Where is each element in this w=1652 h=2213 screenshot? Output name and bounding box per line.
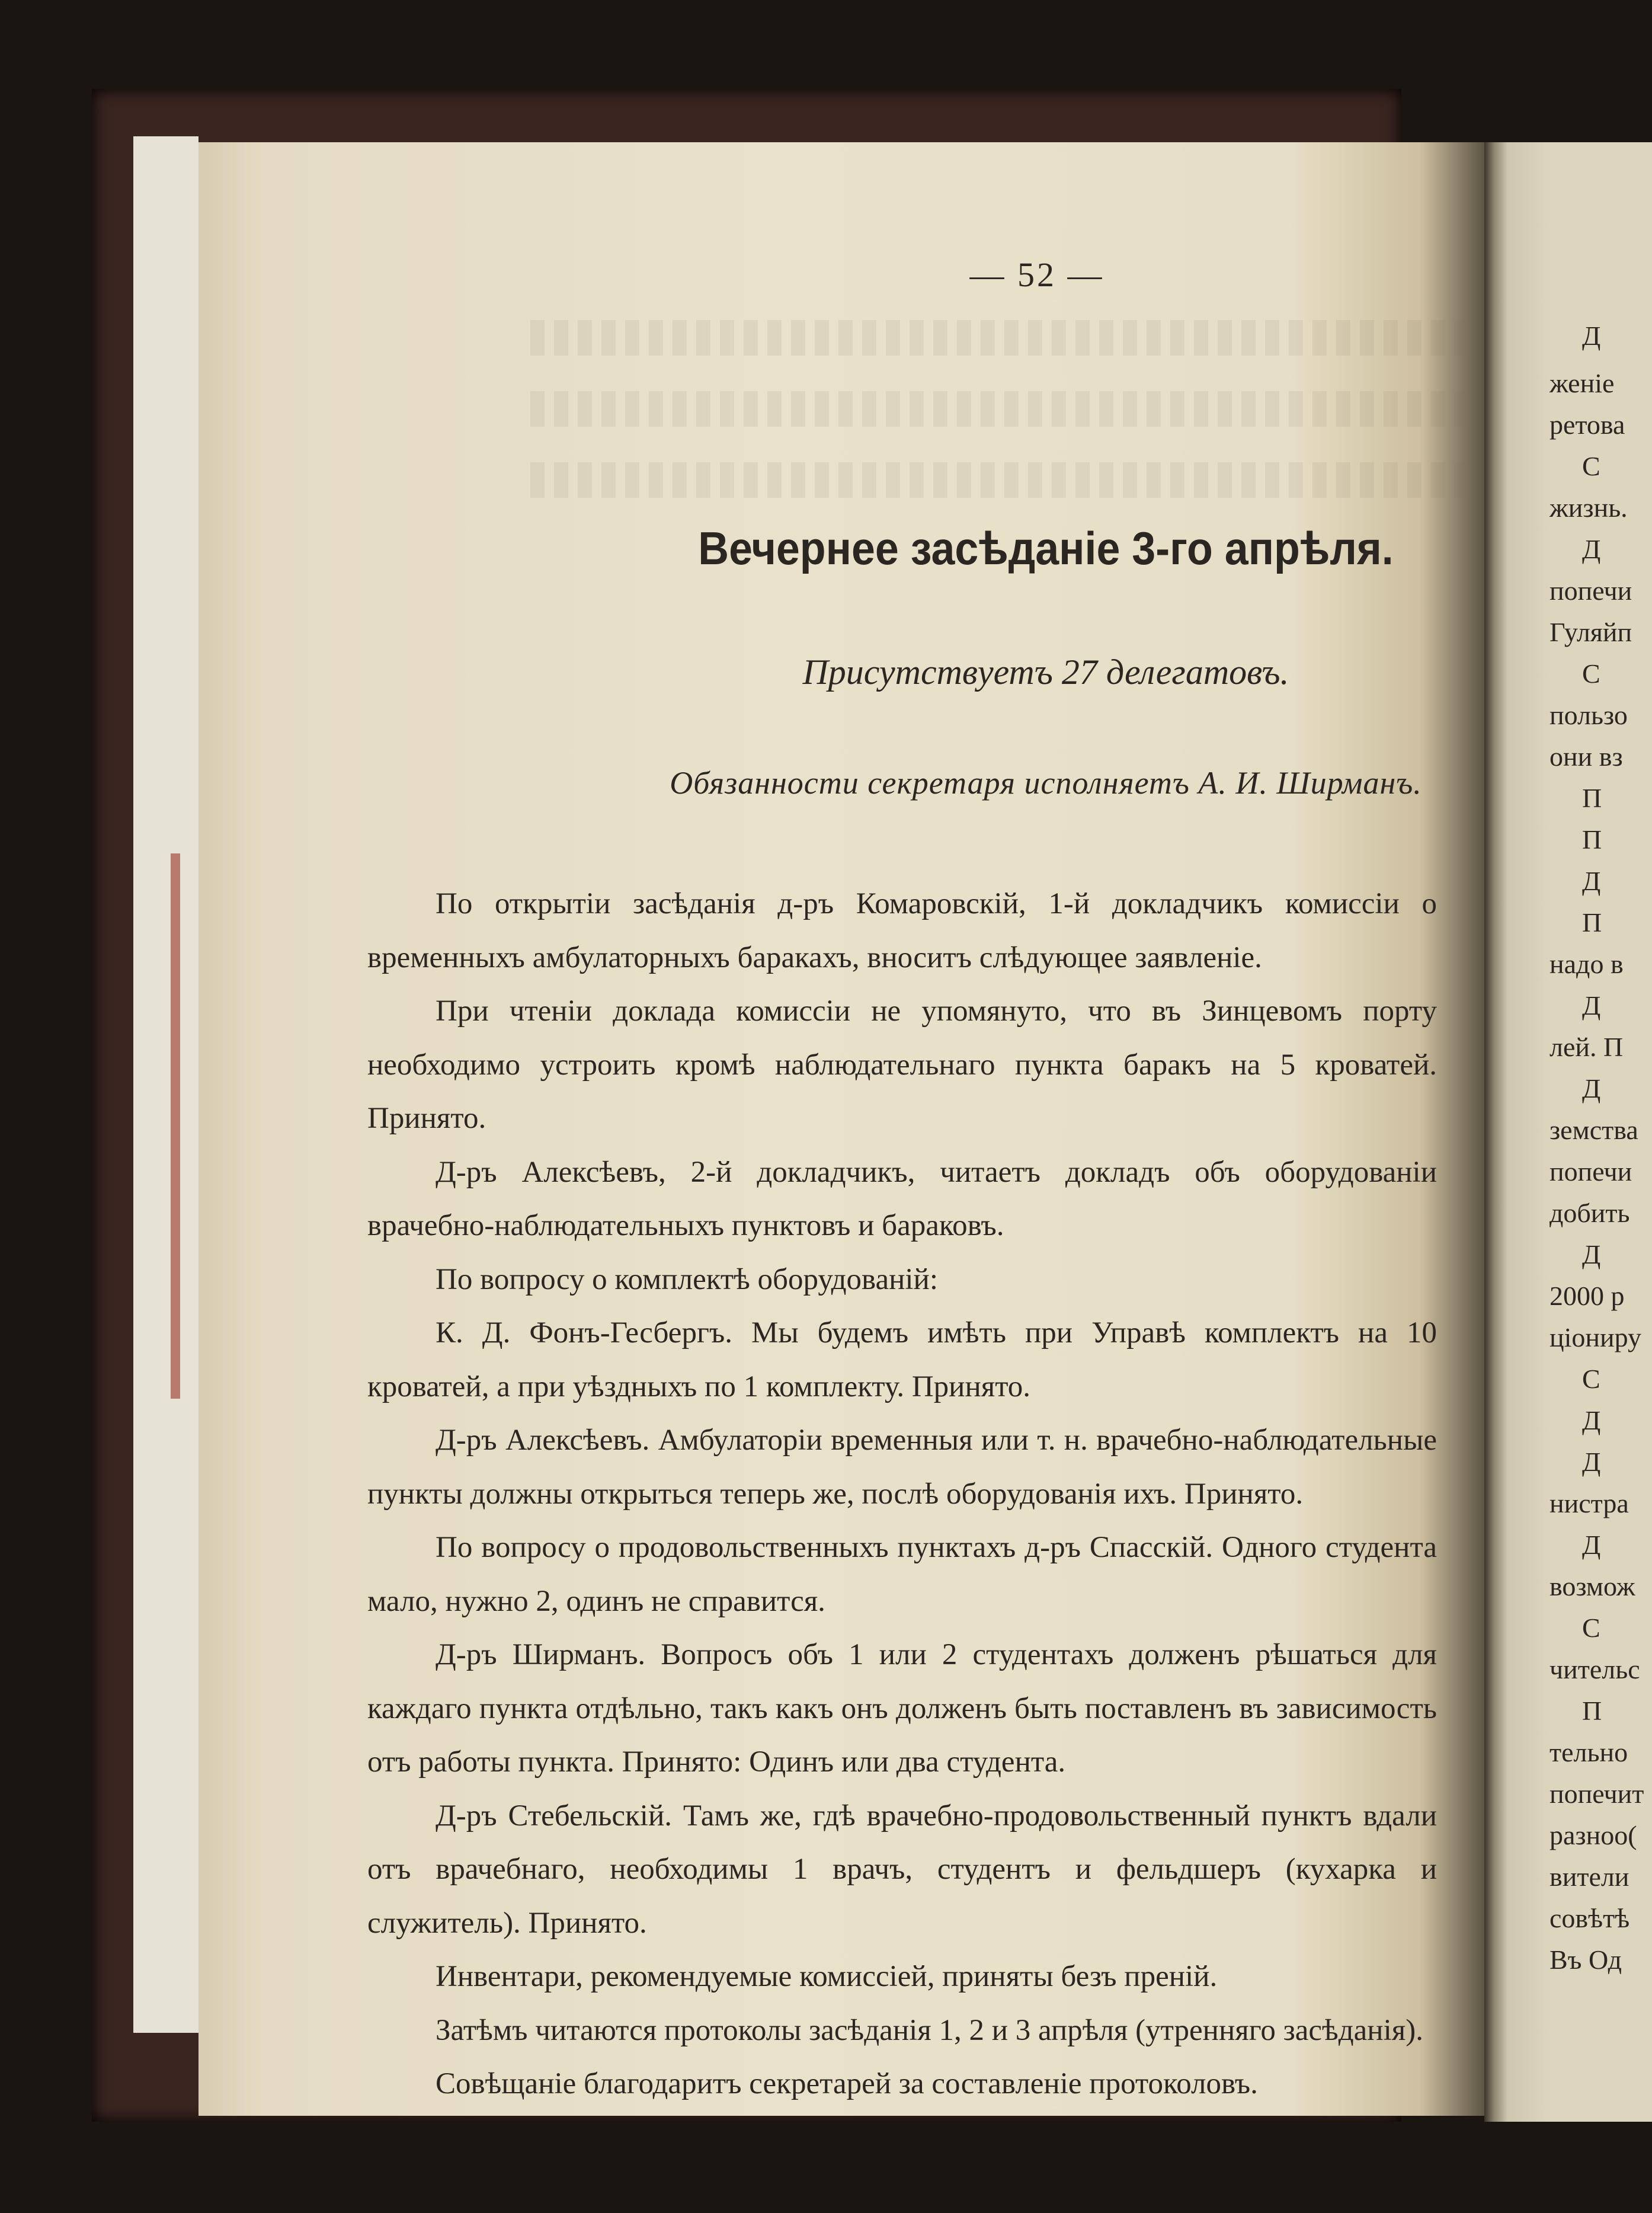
right-page: [1484, 142, 1652, 2122]
paragraph: Д-ръ Ширманъ. Вопросъ объ 1 или 2 студентахъ долженъ рѣшаться для каждаго пункта отдѣльно, такъ какъ онъ долженъ быть поставленъ въ зависимость отъ работы пункта. Принято: Одинъ или два студента.: [367, 1638, 1437, 1779]
facing-line: совѣтѣ: [1549, 1903, 1630, 1933]
facing-line: 2000 р: [1549, 1281, 1625, 1311]
bleed-through: [530, 462, 1478, 498]
paragraph: Совѣщаніе благодаритъ секретарей за составленіе протоколовъ.: [436, 2067, 1258, 2100]
paragraph: Д-ръ Стебельскій. Тамъ же, гдѣ врачебно-продовольственный пунктъ вдали отъ врачебнаго, необходимы 1 врачъ, студентъ и фельдшеръ (кухарка и служитель). Принято.: [367, 1799, 1437, 1940]
facing-line: жизнь.: [1549, 493, 1628, 523]
facing-line: П: [1582, 824, 1602, 855]
facing-line: возмож: [1549, 1571, 1635, 1601]
facing-line: попечит: [1549, 1779, 1644, 1809]
facing-line: попечи: [1549, 1156, 1632, 1187]
facing-line: они вз: [1549, 741, 1623, 772]
facing-line: добить: [1549, 1198, 1630, 1228]
facing-line: разноо(: [1549, 1820, 1637, 1850]
page-edge: [133, 136, 199, 2033]
facing-line: Д: [1582, 990, 1601, 1021]
page-number: — 52 —: [969, 255, 1104, 294]
facing-line: земства: [1549, 1115, 1638, 1145]
facing-line: Гуляйп: [1549, 617, 1632, 647]
facing-line: С: [1582, 1613, 1600, 1643]
facing-line: тельно: [1549, 1737, 1628, 1767]
paragraph: Д-ръ Алексѣевъ. Амбулаторіи временныя или т. н. врачебно-наблюдательные пункты должны открыться теперь же, послѣ оборудованія ихъ. Принято.: [367, 1424, 1437, 1511]
secretary-line: Обязанности секретаря исполняетъ А. И. Ширманъ.: [670, 765, 1422, 801]
facing-line: С: [1582, 658, 1600, 689]
facing-line: П: [1582, 783, 1602, 813]
facing-line: С: [1582, 1364, 1600, 1394]
facing-line: Д: [1582, 866, 1601, 896]
paragraph: К. Д. Фонъ-Гесбергъ. Мы будемъ имѣть при Управѣ комплектъ на 10 кроватей, а при уѣздныхъ по 1 комплекту. Принято.: [367, 1316, 1437, 1403]
section-heading: Вечернее засѣданіе 3-го апрѣля.: [698, 522, 1394, 574]
facing-line: Д: [1582, 1405, 1601, 1435]
paragraph: При чтеніи доклада комиссіи не упомянуто, что въ Зинцевомъ порту необходимо устроить кромѣ наблюдательнаго пункта баракъ на 5 кроватей. Принято.: [367, 994, 1437, 1135]
facing-line: П: [1582, 1696, 1602, 1726]
facing-line: Д: [1582, 1073, 1601, 1104]
paragraph: По открытіи засѣданія д-ръ Комаровскій, 1-й докладчикъ комиссіи о временныхъ амбулаторныхъ баракахъ, вноситъ слѣдующее заявленіе.: [367, 887, 1437, 974]
left-page: [199, 142, 1484, 2116]
facing-line: Д: [1582, 321, 1601, 351]
facing-line: надо в: [1549, 949, 1624, 979]
facing-line: попечи: [1549, 575, 1632, 606]
paragraph: Инвентари, рекомендуемые комиссіей, приняты безъ преній.: [436, 1960, 1218, 1993]
bleed-through: [530, 320, 1478, 356]
facing-line: С: [1582, 451, 1600, 481]
facing-line: вители: [1549, 1862, 1629, 1892]
paragraph: Затѣмъ читаются протоколы засѣданія 1, 2 и 3 апрѣля (утренняго засѣданія).: [436, 2013, 1423, 2047]
facing-line: П: [1582, 907, 1602, 938]
facing-line: Въ Од: [1549, 1945, 1622, 1975]
paragraph: По вопросу о комплектѣ оборудованій:: [436, 1262, 939, 1296]
facing-line: чительс: [1549, 1654, 1640, 1684]
paragraph: Д-ръ Алексѣевъ, 2-й докладчикъ, читаетъ докладъ объ оборудованіи врачебно-наблюдательныхъ пунктовъ и бараковъ.: [367, 1155, 1437, 1242]
attendance-line: Присутствуетъ 27 делегатовъ.: [802, 653, 1289, 692]
paragraph: По вопросу о продовольственныхъ пунктахъ д-ръ Спасскій. Одного студента мало, нужно 2, одинъ не справится.: [367, 1531, 1437, 1618]
facing-line: нистра: [1549, 1488, 1629, 1518]
bookmark-strip: [171, 853, 180, 1399]
facing-line: лей. П: [1549, 1032, 1624, 1062]
body-text: [367, 877, 1437, 2111]
facing-line: Д: [1582, 1239, 1601, 1269]
facing-line: Д: [1582, 1530, 1601, 1560]
facing-line: пользо: [1549, 700, 1628, 730]
facing-line: Д: [1582, 534, 1601, 564]
facing-line: ціониру: [1549, 1322, 1642, 1352]
facing-line: Д: [1582, 1447, 1601, 1477]
facing-line: ретова: [1549, 410, 1625, 440]
facing-line: женіе: [1549, 368, 1615, 398]
bleed-through: [530, 391, 1478, 427]
